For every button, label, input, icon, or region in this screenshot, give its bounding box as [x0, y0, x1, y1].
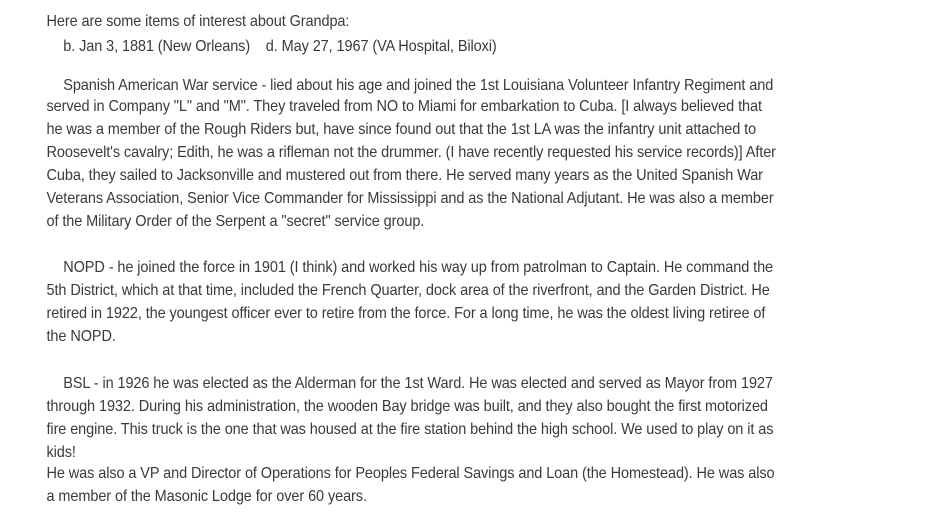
paragraph-line: BSL - in 1926 he was elected as the Alderman for the 1st Ward. He was elected and served as Mayor from 1927 [63, 375, 773, 392]
paragraph-line: the NOPD. [46, 328, 116, 345]
paragraph-line: He was also a VP and Director of Operations for Peoples Federal Savings and Loan (the Homestead). He was also [46, 465, 775, 482]
birth-death-dates: b. Jan 3, 1881 (New Orleans) d. May 27, 1967 (VA Hospital, Biloxi) [63, 38, 497, 55]
paragraph-line: Cuba, they sailed to Jacksonville and mustered out from there. He served many years as the United Spanish War [46, 167, 763, 184]
paragraph-line: a member of the Masonic Lodge for over 60 years. [46, 488, 367, 505]
paragraph-line: of the Military Order of the Serpent a "secret" service group. [46, 213, 425, 230]
paragraph-line: kids! [46, 444, 76, 461]
intro-heading: Here are some items of interest about Grandpa: [46, 13, 350, 30]
paragraph-line: served in Company "L" and "M". They traveled from NO to Miami for embarkation to Cuba. [I always believed that [46, 98, 762, 115]
paragraph-line: fire engine. This truck is the one that was housed at the fire station behind the high school. We used to play on it as [46, 421, 774, 438]
paragraph-line: Spanish American War service - lied about his age and joined the 1st Louisiana Volunteer Infantry Regiment and [63, 77, 774, 94]
paragraph-line: Veterans Association, Senior Vice Commander for Mississippi and as the National Adjutant. He was also a member [46, 190, 774, 207]
paragraph-line: 5th District, which at that time, included the French Quarter, dock area of the riverfront, and the Garden District. He [46, 282, 770, 299]
paragraph-line: he was a member of the Rough Riders but, have since found out that the 1st LA was the infantry unit attached to [46, 121, 757, 138]
paragraph-line: retired in 1922, the youngest officer ever to retire from the force. For a long time, he was the oldest living retiree of [46, 305, 766, 322]
paragraph-line: Roosevelt's cavalry; Edith, he was a rifleman not the drummer. (I have recently requested his service records)] After [46, 144, 776, 161]
paragraph-line: NOPD - he joined the force in 1901 (I think) and worked his way up from patrolman to Captain. He command the [63, 259, 774, 276]
paragraph-line: through 1932. During his administration, the wooden Bay bridge was built, and they also bought the first motorized [46, 398, 768, 415]
